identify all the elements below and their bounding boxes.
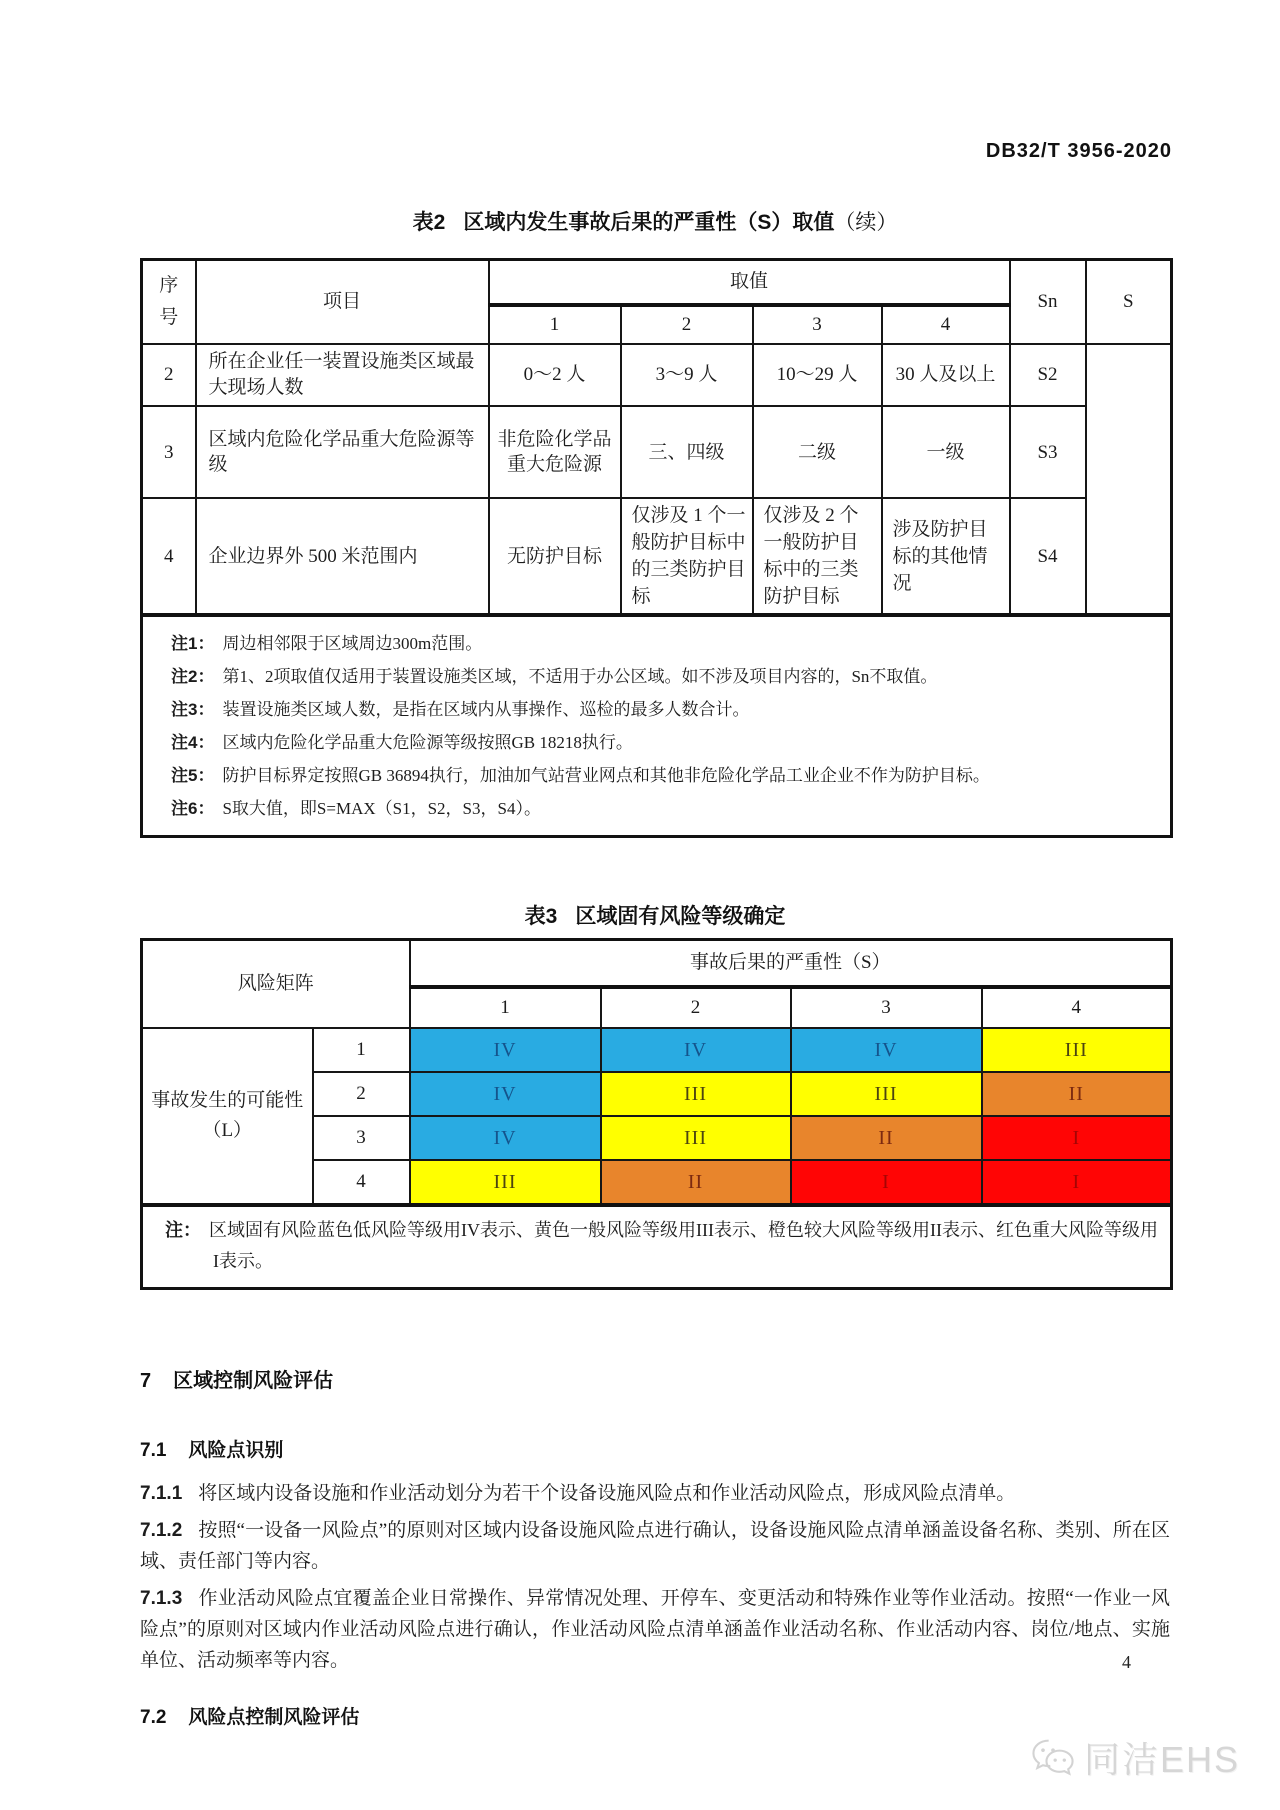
- t2-header-col-2: 2: [621, 305, 753, 344]
- matrix-cell: IV: [791, 1028, 982, 1072]
- clause-text: 将区域内设备设施和作业活动划分为若干个设备设施风险点和作业活动风险点，形成风险点清单。: [198, 1483, 1016, 1504]
- heading-text: 风险点控制风险评估: [188, 1707, 360, 1728]
- t3-note: [142, 1205, 1172, 1289]
- watermark-text: 同洁EHS: [1083, 1739, 1240, 1780]
- matrix-cell: I: [791, 1160, 982, 1205]
- matrix-cell: I: [982, 1116, 1172, 1160]
- t3-l-value: 4: [313, 1160, 410, 1205]
- note-label: 注2：: [171, 667, 215, 686]
- matrix-cell: III: [601, 1072, 791, 1116]
- matrix-row-1: [142, 1028, 1172, 1072]
- table3-header-row-1: [142, 940, 1172, 988]
- matrix-cell: IV: [601, 1028, 791, 1072]
- t3-l-value: 2: [313, 1072, 410, 1116]
- t2-value-3: 二级: [753, 406, 882, 498]
- t2-value-1: 无防护目标: [489, 498, 621, 615]
- t2-value-2: 3～9 人: [621, 344, 753, 406]
- t2-header-seq: 序号: [142, 260, 196, 345]
- table2-title: [140, 206, 1170, 236]
- table2-row-3: [142, 406, 1172, 498]
- t2-header-sn: Sn: [1010, 260, 1086, 345]
- clause-text: 作业活动风险点宜覆盖企业日常操作、异常情况处理、开停车、变更活动和特殊作业等作业活动。按照“一作业一风险点”的原则对区域内作业活动风险点进行确认，作业活动风险点清单涵盖作业活动名称、作业活动内容、岗位/地点、实施单位、活动频率等内容。: [140, 1588, 1170, 1671]
- matrix-cell: I: [982, 1160, 1172, 1205]
- note-text: 第1、2项取值仅适用于装置设施类区域，不适用于办公区域。如不涉及项目内容的，Sn不取值。: [222, 667, 938, 686]
- t2-note-3: [171, 693, 1156, 726]
- clause-number: 7.1.1: [140, 1483, 183, 1504]
- note-text: 装置设施类区域人数，是指在区域内从事操作、巡检的最多人数合计。: [222, 700, 750, 719]
- note-label: 注：: [165, 1220, 201, 1240]
- matrix-cell: III: [601, 1116, 791, 1160]
- watermark: [1030, 1732, 1240, 1783]
- t3-likelihood-header: 事故发生的可能性（L）: [142, 1028, 313, 1205]
- clause-number: 7.1.2: [140, 1520, 183, 1541]
- t2-header-value: 取值: [489, 260, 1010, 306]
- t2-value-1: 非危险化学品重大危险源: [489, 406, 621, 498]
- t2-header-col-4: 4: [882, 305, 1010, 344]
- note-label: 注4：: [171, 733, 215, 752]
- t2-item: 区域内危险化学品重大危险源等级: [196, 406, 489, 498]
- heading-7-2: [140, 1702, 1170, 1729]
- t2-note-1: [171, 627, 1156, 660]
- heading-number: 7.2: [140, 1707, 167, 1728]
- table3-label: 表3: [524, 905, 558, 928]
- note-text: S取大值，即S=MAX（S1，S2，S3，S4）。: [222, 799, 541, 818]
- t3-matrix-label: 风险矩阵: [142, 940, 410, 1029]
- note-label: 注6：: [171, 799, 215, 818]
- clause-7-1-2: [140, 1515, 1170, 1577]
- note-text: 防护目标界定按照GB 36894执行，加油加气站营业网点和其他非危险化学品工业企业不作为防护目标。: [222, 766, 990, 785]
- t2-header-col-3: 3: [753, 305, 882, 344]
- table2-header-row-1: [142, 260, 1172, 306]
- t3-col-1: 1: [410, 987, 601, 1028]
- note-label: 注3：: [171, 700, 215, 719]
- t2-note-2: [171, 660, 1156, 693]
- t2-header-col-1: 1: [489, 305, 621, 344]
- matrix-cell: IV: [410, 1072, 601, 1116]
- heading-7: [140, 1364, 1170, 1393]
- t2-note-5: [171, 759, 1156, 792]
- t2-sn-value: S2: [1010, 344, 1086, 406]
- t3-l-value: 1: [313, 1028, 410, 1072]
- t2-note-4: [171, 726, 1156, 759]
- table3-title: [140, 900, 1170, 930]
- t2-item: 企业边界外 500 米范围内: [196, 498, 489, 615]
- t3-col-4: 4: [982, 987, 1172, 1028]
- t2-s-column-empty: [1086, 344, 1172, 615]
- heading-number: 7.1: [140, 1440, 167, 1461]
- clause-text: 按照“一设备一风险点”的原则对区域内设备设施风险点进行确认，设备设施风险点清单涵盖设备名称、类别、所在区域、责任部门等内容。: [140, 1520, 1170, 1572]
- table2-title-continued: （续）: [834, 210, 898, 234]
- t3-col-2: 2: [601, 987, 791, 1028]
- table2-row-2: [142, 344, 1172, 406]
- t2-value-4: 涉及防护目标的其他情况: [882, 498, 1010, 615]
- t2-note-6: [171, 792, 1156, 825]
- heading-text: 风险点识别: [188, 1440, 284, 1461]
- t2-value-1: 0～2 人: [489, 344, 621, 406]
- note-label: 注1：: [171, 634, 215, 653]
- page-number: 4: [1122, 1652, 1131, 1672]
- note-text: 区域内危险化学品重大危险源等级按照GB 18218执行。: [222, 733, 633, 752]
- t3-severity-header: 事故后果的严重性（S）: [410, 940, 1172, 988]
- wechat-icon: [1030, 1738, 1076, 1778]
- t2-seq: 4: [142, 498, 196, 615]
- heading-7-1: [140, 1435, 1170, 1462]
- clause-number: 7.1.3: [140, 1588, 183, 1609]
- note-text: 周边相邻限于区域周边300m范围。: [222, 634, 483, 653]
- matrix-cell: II: [791, 1116, 982, 1160]
- t2-value-3: 仅涉及 2 个一般防护目标中的三类防护目标: [753, 498, 882, 615]
- clause-7-1-1: [140, 1478, 1170, 1509]
- table3-risk-matrix: [140, 938, 1173, 1290]
- note-label: 注5：: [171, 766, 215, 785]
- t3-col-3: 3: [791, 987, 982, 1028]
- matrix-cell: III: [410, 1160, 601, 1205]
- note-text: 区域固有风险蓝色低风险等级用IV表示、黄色一般风险等级用III表示、橙色较大风险等级用II表示、红色重大风险等级用I表示。: [209, 1220, 1158, 1271]
- page-content: [140, 0, 1170, 1729]
- t2-value-2: 仅涉及 1 个一般防护目标中的三类防护目标: [621, 498, 753, 615]
- t3-l-value: 3: [313, 1116, 410, 1160]
- t2-sn-value: S4: [1010, 498, 1086, 615]
- table2-title-text: 区域内发生事故后果的严重性（S）取值: [463, 211, 835, 234]
- table3-note-row: [142, 1205, 1172, 1289]
- doc-code: DB32/T 3956-2020: [985, 140, 1172, 162]
- table2: [140, 258, 1173, 838]
- heading-text: 区域控制风险评估: [173, 1370, 334, 1392]
- heading-number: 7: [140, 1370, 152, 1392]
- t2-value-3: 10～29 人: [753, 344, 882, 406]
- t2-item: 所在企业任一装置设施类区域最大现场人数: [196, 344, 489, 406]
- matrix-cell: II: [982, 1072, 1172, 1116]
- t2-notes: [142, 615, 1172, 837]
- matrix-cell: IV: [410, 1116, 601, 1160]
- t2-value-4: 30 人及以上: [882, 344, 1010, 406]
- table2-notes-row: [142, 615, 1172, 837]
- t3-note-paragraph: [165, 1215, 1158, 1277]
- t2-value-2: 三、四级: [621, 406, 753, 498]
- t2-header-item: 项目: [196, 260, 489, 345]
- clause-7-1-3: [140, 1583, 1170, 1676]
- table3-title-text: 区域固有风险等级确定: [575, 905, 786, 928]
- t2-seq: 2: [142, 344, 196, 406]
- t2-sn-value: S3: [1010, 406, 1086, 498]
- t2-value-4: 一级: [882, 406, 1010, 498]
- table2-row-4: [142, 498, 1172, 615]
- t2-header-s: S: [1086, 260, 1172, 345]
- t2-seq: 3: [142, 406, 196, 498]
- matrix-cell: III: [982, 1028, 1172, 1072]
- matrix-cell: IV: [410, 1028, 601, 1072]
- matrix-cell: II: [601, 1160, 791, 1205]
- matrix-cell: III: [791, 1072, 982, 1116]
- table2-label: 表2: [412, 211, 446, 234]
